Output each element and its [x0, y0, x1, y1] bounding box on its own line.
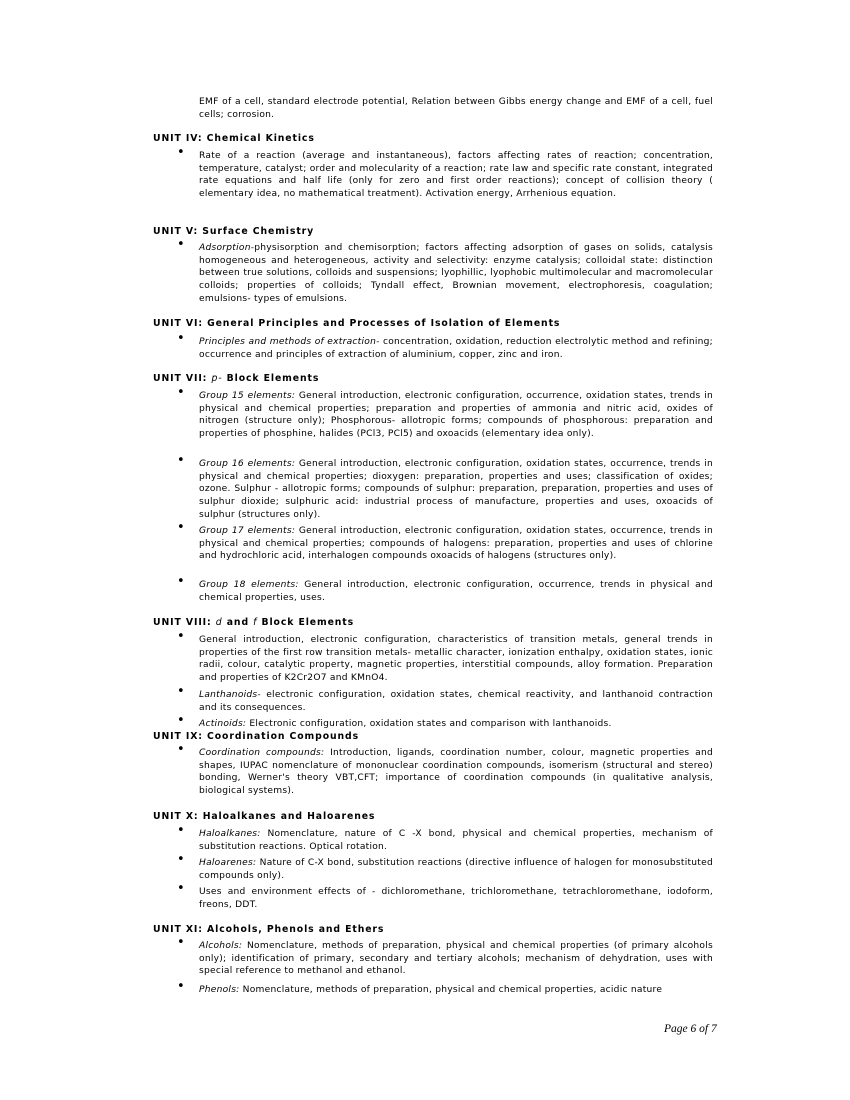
item-body: General introduction, electronic configuration, oxidation states, occurrence, trends in physical and chemical properties; compounds of halogens: preparation, properties and uses of chlorine and hydrochloric acid, interhalogen compounds oxoacids of halogens (structures only).	[199, 526, 713, 562]
heading-italic: d	[215, 617, 223, 628]
item-body: General introduction, electronic configuration, oxidation states, occurrence, trends in physical and chemical properties; dioxygen: preparation, properties and uses; classification of oxides; ozone. Sulphur - allotropic forms; compounds of sulphur: preparation, preparation, properties and uses of sulphur dioxide; sulphuric acid: industrial process of manufacture, properties and uses, oxoacids of sulphur (structures only).	[199, 459, 713, 520]
unit-iv-heading: UNIT IV: Chemical Kinetics	[153, 133, 315, 144]
item-text	[199, 689, 713, 714]
heading-mid: and	[222, 617, 254, 628]
item-body: concentration, oxidation, reduction electrolytic method and refining; occurrence and principles of extraction of aluminium, copper, zinc and iron.	[199, 337, 713, 360]
item-text	[199, 718, 713, 731]
bullet-icon: •	[177, 713, 185, 728]
unit-vi-heading: UNIT VI: General Principles and Processes of Isolation of Elements	[153, 318, 561, 329]
item-text: Rate of a reaction (average and instantaneous), factors affecting rates of reaction; concentration, temperature, catalyst; order and molecularity of a reaction; rate law and specific rate constant, integrated rate equations and half life (only for zero and first order reactions); concept of collision theory ( elementary idea, no mathematical treatment). Activation energy, Arrhenious equation.	[199, 151, 713, 200]
heading-suffix: Block Elements	[257, 617, 355, 628]
unit-v-heading: UNIT V: Surface Chemistry	[153, 226, 315, 237]
unit-ix-heading: UNIT IX: Coordination Compounds	[153, 731, 360, 742]
heading-prefix: UNIT VIII:	[153, 617, 216, 628]
bullet-icon: •	[177, 629, 185, 644]
continuation-paragraph: EMF of a cell, standard electrode potential, Relation between Gibbs energy change and EMF of a cell, fuel cells; corrosion.	[199, 97, 713, 120]
bullet-icon: •	[177, 684, 185, 699]
bullet-icon: •	[177, 453, 185, 468]
item-text	[199, 336, 713, 361]
bullet-icon: •	[177, 331, 185, 346]
item-lead: Actinoids:	[199, 719, 247, 729]
heading-italic-2: f	[253, 617, 258, 628]
item-text	[199, 747, 713, 798]
item-text	[199, 458, 713, 522]
item-lead: Haloarenes:	[199, 858, 257, 868]
bullet-icon: •	[177, 385, 185, 400]
item-text	[199, 525, 713, 563]
item-lead: Haloalkanes:	[199, 829, 261, 839]
unit-x-heading: UNIT X: Haloalkanes and Haloarenes	[153, 811, 376, 822]
heading-suffix: Block Elements	[222, 373, 320, 384]
unit-vii-heading	[153, 373, 319, 385]
item-text	[199, 242, 713, 306]
item-body: Introduction, ligands, coordination number, colour, magnetic properties and shapes, IUPAC nomenclature of mononuclear coordination compounds, isomerism (structural and stereo) bonding, Werner's theory VBT,CFT; importance of coordination compounds (in qualitative analysis, biological systems).	[199, 748, 713, 797]
bullet-icon: •	[177, 823, 185, 838]
heading-prefix: UNIT VII:	[153, 373, 212, 384]
bullet-icon: •	[177, 742, 185, 757]
item-text: General introduction, electronic configuration, characteristics of transition metals, general trends in properties of the first row transition metals- metallic character, ionization enthalpy, oxidation states, ionic radii, colour, catalytic property, magnetic properties, interstitial compounds, alloy formation. Preparation and properties of K2Cr2O7 and KMnO4.	[199, 635, 713, 684]
bullet-icon: •	[177, 935, 185, 950]
item-body: electronic configuration, oxidation states, chemical reactivity, and lanthanoid contraction and its consequences.	[199, 690, 713, 713]
bullet-icon: •	[177, 979, 185, 994]
item-lead: Adsorption-	[199, 243, 255, 253]
bullet-icon: •	[177, 852, 185, 867]
unit-viii-heading	[153, 617, 354, 629]
item-text	[199, 828, 713, 853]
bullet-icon: •	[177, 574, 185, 589]
item-lead: Principles and methods of extraction-	[199, 337, 380, 347]
item-lead: Group 16 elements:	[199, 459, 296, 469]
item-body: physisorption and chemisorption; factors affecting adsorption of gases on solids, catalysis homogeneous and heterogeneous, activity and selectivity: enzyme catalysis; colloidal state: distinction between true solutions, colloids and suspensions; lyophillic, lyophobic multimolecular and macromolecular colloids; properties of colloids; Tyndall effect, Brownian movement, electrophoresis, coagulation; emulsions- types of emulsions.	[199, 243, 713, 304]
item-body: General introduction, electronic configuration, occurrence, trends in physical and chemical properties, uses.	[199, 580, 713, 603]
item-text	[199, 579, 713, 604]
item-lead: Group 18 elements:	[199, 580, 299, 590]
item-lead: Group 17 elements:	[199, 526, 296, 536]
item-text	[199, 940, 713, 978]
page-number: Page 6 of 7	[664, 1023, 717, 1035]
bullet-icon: •	[177, 520, 185, 535]
unit-xi-heading: UNIT XI: Alcohols, Phenols and Ethers	[153, 924, 385, 935]
item-body: Nomenclature, nature of C -X bond, physical and chemical properties, mechanism of substitution reactions. Optical rotation.	[199, 829, 713, 852]
heading-italic: p-	[211, 373, 223, 384]
item-body: Nomenclature, methods of preparation, physical and chemical properties, acidic nature	[239, 985, 663, 995]
item-text	[199, 857, 713, 882]
item-text: Uses and environment effects of - dichloromethane, trichloromethane, tetrachloromethane, iodoform, freons, DDT.	[199, 887, 713, 910]
item-body: Electronic configuration, oxidation states and comparison with lanthanoids.	[246, 719, 612, 729]
bullet-icon: •	[177, 881, 185, 896]
item-lead: Alcohols:	[199, 941, 243, 951]
bullet-icon: •	[177, 145, 185, 160]
item-lead: Phenols:	[199, 985, 240, 995]
item-body: General introduction, electronic configuration, occurrence, oxidation states, trends in physical and chemical properties; preparation and properties of ammonia and nitric acid, oxides of nitrogen (structure only); Phosphorous- allotropic forms; compounds of phosphorous: preparation and properties of phosphine, halides (PCl3, PCl5) and oxoacids (elementary idea only).	[199, 391, 713, 440]
item-text	[199, 984, 713, 997]
item-body: Nomenclature, methods of preparation, physical and chemical properties (of primary alcohols only); identification of primary, secondary and tertiary alcohols; mechanism of dehydration, uses with special reference to methanol and ethanol.	[199, 941, 713, 977]
item-text	[199, 390, 713, 441]
item-lead: Lanthanoids-	[199, 690, 261, 700]
item-lead: Group 15 elements:	[199, 391, 296, 401]
bullet-icon: •	[177, 237, 185, 252]
item-lead: Coordination compounds:	[199, 748, 325, 758]
item-body: Nature of C-X bond, substitution reactions (directive influence of halogen for monosubstituted compounds only).	[199, 858, 713, 881]
